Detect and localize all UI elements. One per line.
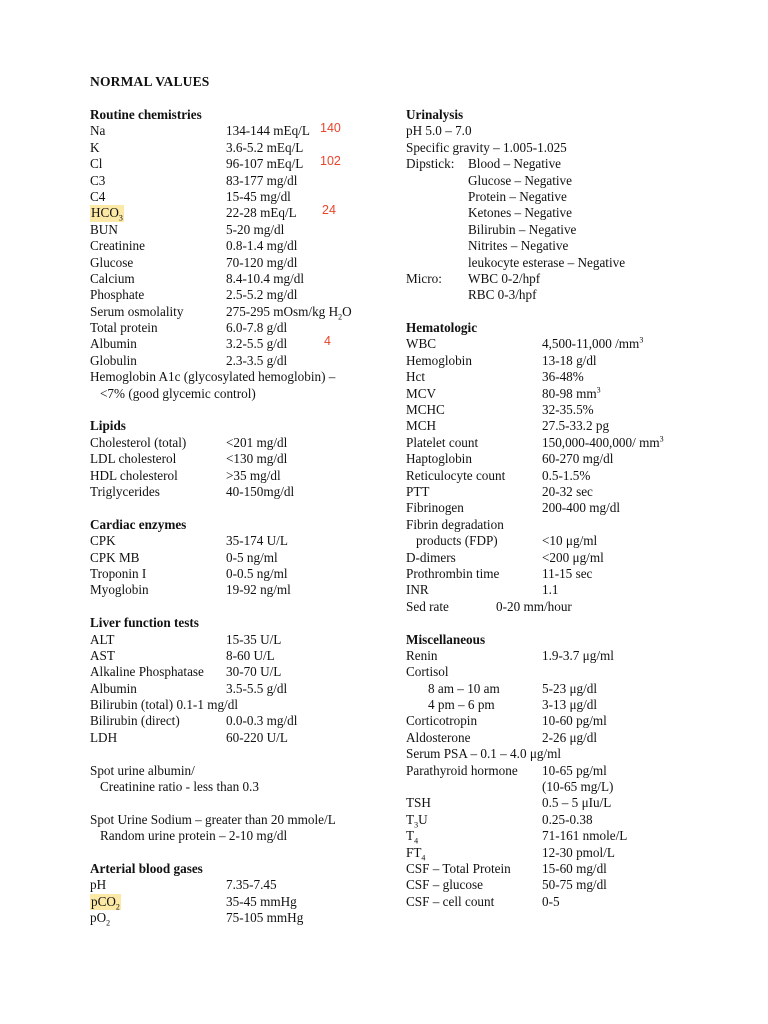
text-line: Fibrin degradation	[406, 516, 504, 532]
list-item: RBC 0-3/hpf	[468, 287, 537, 303]
text-line: Hemoglobin A1c (glycosylated hemoglobin) –	[90, 369, 336, 385]
highlighted-label: pCO$_2$	[91, 893, 120, 912]
section-title: Miscellaneous	[406, 631, 486, 647]
section-title: Urinalysis	[406, 107, 464, 122]
table-row: Renin 1.9-3.7 μg/ml	[406, 647, 614, 663]
table-row: BUN 5-20 mg/dl	[90, 221, 285, 237]
table-row: Parathyroid hormone 10-65 pg/ml	[406, 762, 607, 778]
right-column	[406, 107, 726, 927]
table-row: CPK MB 0-5 ng/ml	[90, 549, 278, 565]
text-line: <7% (good glycemic control)	[100, 385, 256, 401]
table-row: Troponin I 0-0.5 ng/ml	[90, 565, 288, 581]
table-row: Fibrinogen 200-400 mg/dl	[406, 500, 621, 516]
list-item: Ketones – Negative	[468, 205, 572, 221]
handwritten-note: 102	[320, 154, 341, 169]
table-row: Serum osmolality 275-295 mOsm/kg $H_2O$	[90, 303, 352, 322]
table-row: Cl 96-107 mEq/L 102	[90, 154, 341, 172]
table-row: $HCO_3$ 22-28 mEq/L 24	[91, 203, 336, 223]
text-line: Serum PSA – 0.1 – 4.0 μg/ml	[406, 746, 562, 762]
table-row: Hemoglobin 13-18 g/dl	[406, 352, 597, 368]
table-row: Dipstick: Blood – Negative	[406, 156, 562, 172]
table-row: $pO_2$ 75-105 mmHg	[90, 910, 304, 928]
text-line: pH 5.0 – 7.0	[406, 123, 472, 139]
liver-function-section	[90, 615, 380, 844]
arterial-blood-gases-section	[90, 861, 380, 927]
table-row: INR 1.1	[406, 582, 559, 598]
table-row: 8 am – 10 am 5-23 μg/dl	[428, 680, 598, 696]
section-title: Hematologic	[406, 320, 478, 336]
table-row: pH 7.35-7.45	[90, 877, 277, 893]
table-row: TSH 0.5 – 5 μIu/L	[406, 795, 612, 811]
table-row: Myoglobin 19-92 ng/ml	[90, 582, 291, 598]
table-row: LDL cholesterol <130 mg/dl	[90, 451, 288, 467]
table-row: AST 8-60 U/L	[90, 647, 275, 663]
table-row: Calcium 8.4-10.4 mg/dl	[90, 270, 305, 286]
table-row: $T_4$ 71-161 nmole/L	[406, 828, 628, 846]
text-line: Random urine protein – 2-10 mg/dl	[100, 828, 288, 844]
text-line: Spot urine albumin/	[90, 762, 195, 778]
table-row: CSF – cell count 0-5	[406, 893, 560, 909]
table-row: Total protein 6.0-7.8 g/dl	[90, 320, 288, 336]
miscellaneous-section	[406, 632, 726, 911]
section-title: Lipids	[90, 418, 126, 434]
table-row: MCHC 32-35.5%	[406, 402, 594, 418]
table-row: Platelet count 150,000-400,000/ $mm^3$	[406, 434, 664, 450]
table-row: WBC 4,500-11,000 $/mm^3$	[406, 336, 644, 352]
table-row: CPK 35-174 U/L	[90, 533, 288, 549]
routine-chemistries-section	[90, 107, 380, 402]
table-row: Phosphate 2.5-5.2 mg/dl	[90, 287, 298, 303]
table-row: CSF – glucose 50-75 mg/dl	[406, 877, 607, 893]
text-line: Creatinine ratio - less than 0.3	[100, 779, 259, 795]
urinalysis-section	[406, 107, 726, 304]
text-line: Bilirubin (total) 0.1-1 mg/dl	[90, 697, 238, 713]
lipids-section	[90, 418, 380, 500]
table-row: Globulin 2.3-3.5 g/dl	[90, 352, 288, 368]
table-row: Hct 36-48%	[406, 369, 584, 385]
table-row: Alkaline Phosphatase 30-70 U/L	[90, 664, 282, 680]
list-item: Protein – Negative	[468, 188, 567, 204]
list-item: leukocyte esterase – Negative	[468, 254, 626, 270]
table-row: products (FDP) <10 μg/ml	[416, 533, 598, 549]
table-row: PTT 20-32 sec	[406, 483, 593, 499]
text-line: Specific gravity – 1.005-1.025	[406, 139, 567, 155]
table-row: MCH 27.5-33.2 pg	[406, 418, 610, 434]
list-item: Nitrites – Negative	[468, 238, 569, 254]
table-row: pCO$_2$ 35-45 mmHg	[91, 893, 297, 912]
highlighted-label: $HCO_3$	[91, 205, 123, 223]
table-row: K 3.6-5.2 mEq/L	[90, 139, 304, 155]
table-row: Aldosterone 2-26 μg/dl	[406, 729, 598, 745]
table-row: Triglycerides 40-150mg/dl	[90, 483, 295, 499]
section-title: Liver function tests	[90, 615, 199, 631]
table-row: Albumin 3.2-5.5 g/dl 4	[90, 334, 331, 352]
table-row: Na 134-144 mEq/L 140	[90, 121, 341, 139]
cardiac-enzymes-section	[90, 517, 380, 599]
left-column	[90, 107, 380, 943]
list-item: Bilirubin – Negative	[468, 221, 577, 237]
table-row: $T_3U$ 0.25-0.38	[406, 811, 593, 830]
table-row: C4 15-45 mg/dl	[90, 188, 291, 204]
table-row: Albumin 3.5-5.5 g/dl	[90, 680, 288, 696]
table-row: D-dimers <200 μg/ml	[406, 549, 604, 565]
table-row: Reticulocyte count 0.5-1.5%	[406, 467, 591, 483]
table-row: Haptoglobin 60-270 mg/dl	[406, 451, 614, 467]
handwritten-note: 24	[322, 203, 336, 218]
section-title: Routine chemistries	[90, 107, 202, 122]
table-row: Bilirubin (direct) 0.0-0.3 mg/dl	[90, 713, 298, 729]
table-row: LDH 60-220 U/L	[90, 729, 288, 745]
table-row: Micro: WBC 0-2/hpf	[406, 270, 541, 286]
handwritten-note: 140	[320, 121, 341, 136]
page-title: NORMAL VALUES	[90, 74, 210, 89]
table-row: Prothrombin time 11-15 sec	[406, 565, 593, 581]
text-line: Spot Urine Sodium – greater than 20 mmole/L	[90, 811, 336, 827]
table-row: Sed rate 0-20 mm/hour	[406, 598, 572, 614]
table-row: (10-65 mg/L)	[542, 779, 614, 795]
table-row: Cholesterol (total) <201 mg/dl	[90, 434, 288, 450]
table-row: Glucose 70-120 mg/dl	[90, 254, 298, 270]
list-item: Glucose – Negative	[468, 172, 572, 188]
handwritten-note: 4	[324, 334, 331, 349]
table-row: $FT_4$ 12-30 pmol/L	[406, 844, 615, 863]
table-row: MCV 80-98 $mm^3$	[406, 385, 601, 401]
text-line: Cortisol	[406, 664, 449, 680]
table-row: ALT 15-35 U/L	[90, 631, 282, 647]
section-title: Cardiac enzymes	[90, 516, 187, 532]
table-row: Creatinine 0.8-1.4 mg/dl	[90, 238, 298, 254]
table-row: 4 pm – 6 pm 3-13 μg/dl	[428, 697, 598, 713]
section-title: Arterial blood gases	[90, 860, 203, 876]
hematologic-section	[406, 320, 726, 615]
table-row: HDL cholesterol >35 mg/dl	[90, 467, 281, 483]
table-row: C3 83-177 mg/dl	[90, 172, 298, 188]
table-row: Corticotropin 10-60 pg/ml	[406, 713, 607, 729]
table-row: CSF – Total Protein 15-60 mg/dl	[406, 860, 607, 876]
